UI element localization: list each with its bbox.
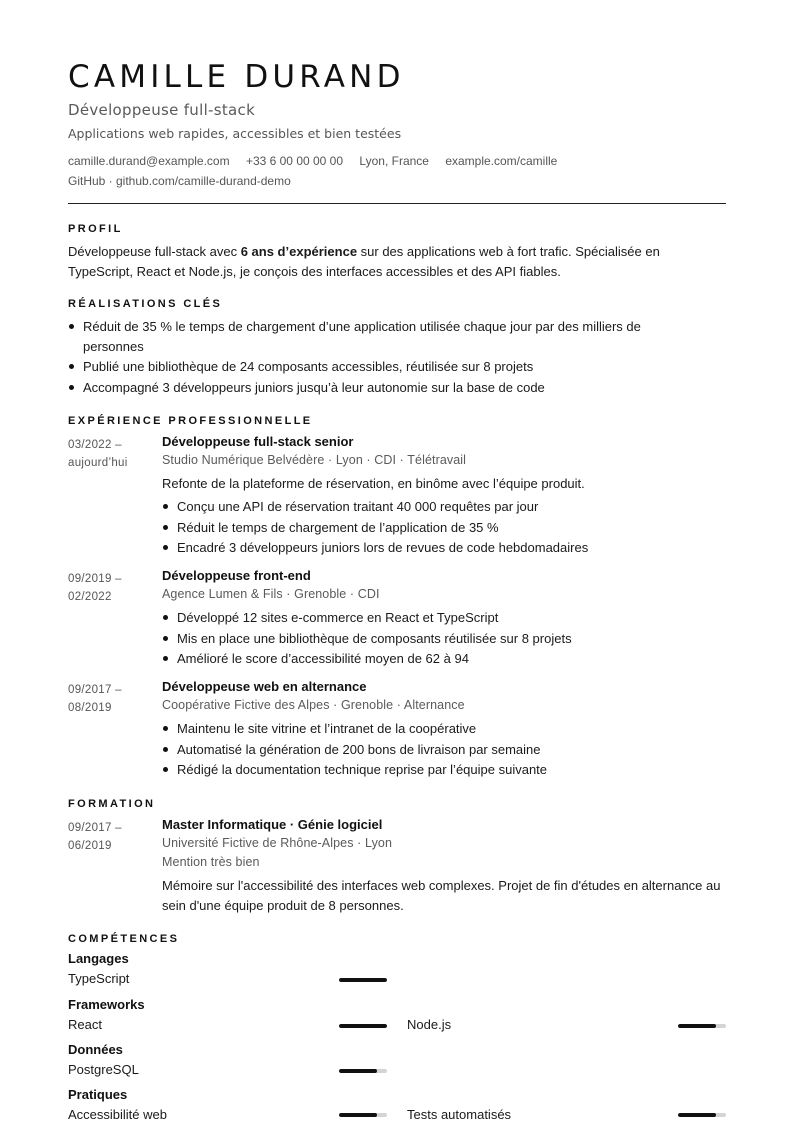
contact-phone[interactable]: +33 6 00 00 00 00 (245, 154, 344, 168)
achievements-list (68, 317, 678, 398)
job-company: Coopérative Fictive des Alpes · Grenoble · Alternance (162, 698, 465, 712)
education-date (68, 819, 122, 855)
profile-text-highlight: 6 ans d’expérience (240, 244, 358, 259)
skill-name: Accessibilité web (68, 1107, 167, 1122)
education-degree: Master Informatique · Génie logiciel (162, 817, 383, 832)
education-school: Université Fictive de Rhône-Alpes · Lyon (162, 836, 393, 850)
contact-line-2 (68, 174, 304, 188)
skill-name: TypeScript (68, 971, 130, 986)
job-title: Développeuse front-end (162, 568, 311, 583)
job-date (68, 681, 122, 717)
job-date-start: 09/2019 – (68, 573, 122, 585)
job-bullets (162, 497, 726, 559)
education-description: Mémoire sur l'accessibilité des interfaces web complexes. Projet de fin d'études en alternance au sein d'une équipe produit de 8 personnes. (162, 878, 721, 913)
section-title-education: FORMATION (68, 798, 156, 810)
education-mention: Mention très bien (162, 855, 260, 869)
candidate-name: CAMILLE DURAND (68, 59, 405, 95)
skill-level-fill (339, 1113, 377, 1117)
section-title-profile: PROFIL (68, 223, 123, 235)
job-bullets (162, 719, 726, 781)
job-title: Développeuse web en alternance (162, 679, 367, 694)
skill-level-fill (339, 1069, 377, 1073)
skill-category-frameworks: Frameworks (68, 997, 145, 1012)
list-item: Publié une bibliothèque de 24 composants accessibles, réutilisée sur 8 projets (68, 357, 678, 377)
skill-name: Node.js (407, 1017, 452, 1032)
list-item: Maintenu le site vitrine et l’intranet de la coopérative (162, 719, 726, 739)
profile-text-end: sur des applications web à fort trafic. Spécialisée en TypeScript, React et Node.js, je conçois des interfaces accessibles et des API fiables. (68, 244, 660, 279)
skill-level-bar (339, 1024, 387, 1028)
list-item: Amélioré le score d’accessibilité moyen de 62 à 94 (162, 649, 726, 669)
education-date-end: 06/2019 (68, 840, 112, 852)
list-item: Réduit de 35 % le temps de chargement d’une application utilisée chaque jour par des milliers de personnes (68, 317, 678, 356)
skill-level-bar (678, 1024, 726, 1028)
skill-level-fill (678, 1024, 716, 1028)
skill-level-fill (678, 1113, 716, 1117)
candidate-tagline: Applications web rapides, accessibles et bien testées (68, 126, 402, 141)
job-company: Agence Lumen & Fils · Grenoble · CDI (162, 587, 380, 601)
contact-location: Lyon, France (359, 154, 429, 168)
education-date-start: 09/2017 – (68, 822, 122, 834)
list-item: Réduit le temps de chargement de l’application de 35 % (162, 518, 726, 538)
contact-line (68, 154, 570, 168)
job-date-end: aujourd’hui (68, 457, 128, 469)
skill-name: React (68, 1017, 102, 1032)
skill-level-bar (678, 1113, 726, 1117)
contact-website[interactable]: example.com/camille (445, 154, 558, 168)
job-company: Studio Numérique Belvédère · Lyon · CDI · Télétravail (162, 453, 467, 467)
job-date-end: 08/2019 (68, 702, 112, 714)
job-date-end: 02/2022 (68, 591, 112, 603)
section-title-achievements: RÉALISATIONS CLÉS (68, 298, 223, 310)
skill-name: Tests automatisés (407, 1107, 512, 1122)
skill-name: PostgreSQL (68, 1062, 139, 1077)
skill-category-practices: Pratiques (68, 1087, 128, 1102)
job-date-start: 03/2022 – (68, 439, 122, 451)
skill-category-languages: Langages (68, 951, 129, 966)
list-item: Développé 12 sites e-commerce en React et TypeScript (162, 608, 726, 628)
skill-level-bar (339, 1113, 387, 1117)
list-item: Accompagné 3 développeurs juniors jusqu’à leur autonomie sur la base de code (68, 378, 678, 398)
header-divider (68, 203, 726, 204)
list-item: Encadré 3 développeurs juniors lors de revues de code hebdomadaires (162, 538, 726, 558)
section-title-experience: EXPÉRIENCE PROFESSIONNELLE (68, 415, 313, 427)
contact-github[interactable]: GitHub · github.com/camille-durand-demo (68, 174, 291, 188)
skill-level-fill (339, 1024, 387, 1028)
job-date-start: 09/2017 – (68, 684, 122, 696)
skill-category-data: Données (68, 1042, 123, 1057)
skill-level-bar (339, 1069, 387, 1073)
section-title-skills: COMPÉTENCES (68, 933, 180, 945)
job-title: Développeuse full-stack senior (162, 434, 354, 449)
job-date (68, 570, 122, 606)
list-item: Conçu une API de réservation traitant 40 000 requêtes par jour (162, 497, 726, 517)
list-item: Automatisé la génération de 200 bons de livraison par semaine (162, 740, 726, 760)
job-bullets (162, 608, 726, 670)
profile-text-start: Développeuse full-stack avec (68, 244, 241, 259)
contact-email[interactable]: camille.durand@example.com (68, 154, 230, 168)
profile-text (68, 242, 726, 281)
list-item: Rédigé la documentation technique reprise par l’équipe suivante (162, 760, 726, 780)
skill-level-bar (339, 978, 387, 982)
list-item: Mis en place une bibliothèque de composants réutilisée sur 8 projets (162, 629, 726, 649)
candidate-role: Développeuse full-stack (68, 101, 256, 119)
skill-level-fill (339, 978, 387, 982)
job-description: Refonte de la plateforme de réservation, en binôme avec l’équipe produit. (162, 476, 585, 491)
job-date (68, 436, 128, 472)
